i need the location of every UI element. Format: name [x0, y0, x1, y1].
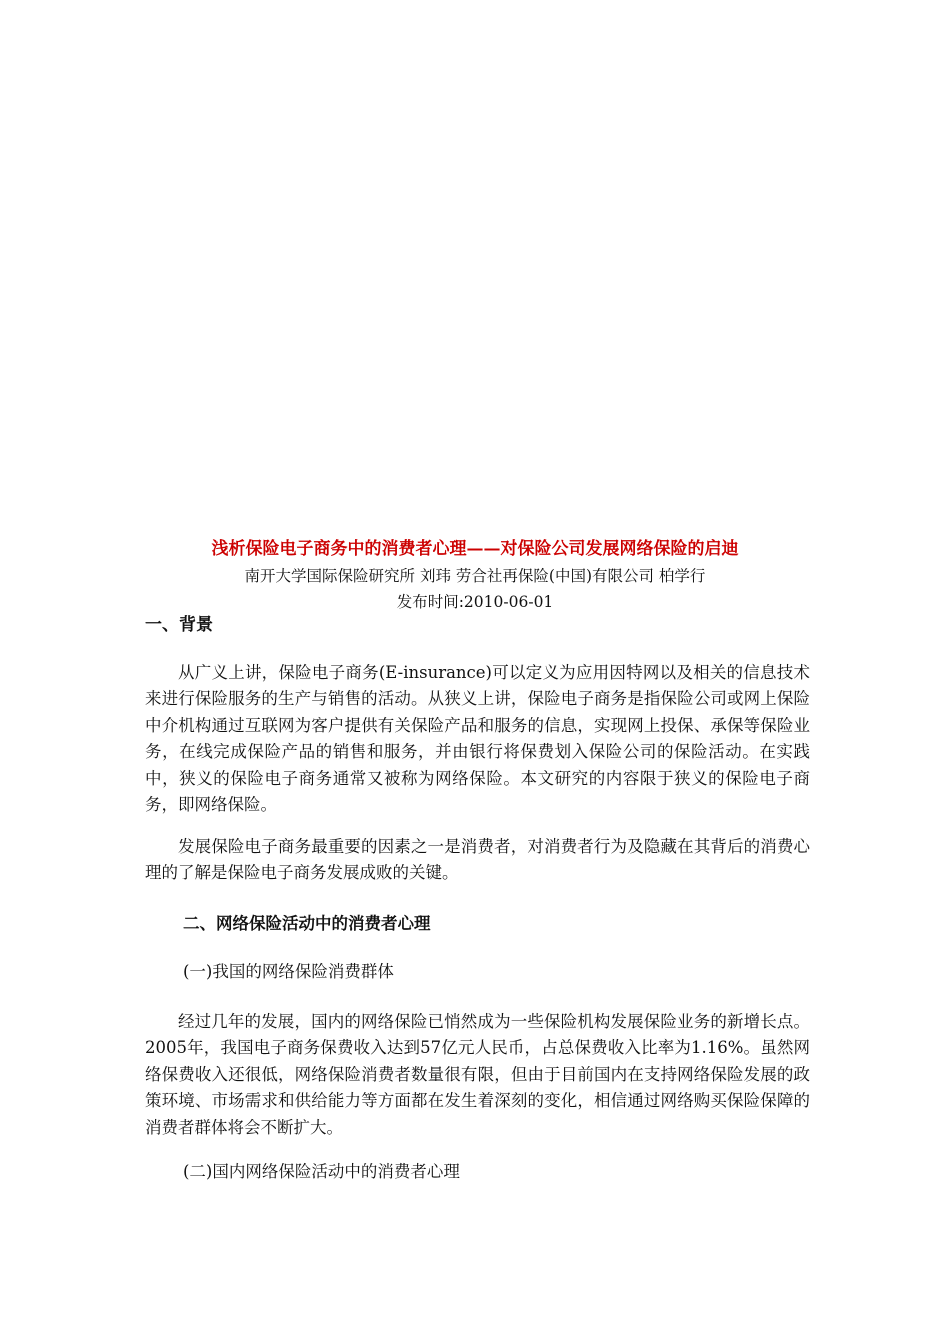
publish-date-value: 2010-06-01	[463, 593, 554, 611]
paragraph-consumer-importance: 发展保险电子商务最重要的因素之一是消费者，对消费者行为及隐藏在其背后的消费心理的了解是保险电子商务发展成败的关键。	[145, 837, 810, 883]
article-byline: 南开大学国际保险研究所 刘玮 劳合社再保险(中国)有限公司 柏学行	[244, 567, 706, 585]
paragraph-market-growth: 经过几年的发展，国内的网络保险已悄然成为一些保险机构发展保险业务的新增长点。2005年，我国电子商务保费收入达到57亿元人民币，占总保费收入比率为1.16%。虽然网络保费收入还很低，网络保险消费者数量很有限，但由于目前国内在支持网络保险发展的政策环境、市场需求和供给能力等方面都在发生着深刻的变化，相信通过网络购买保险保障的消费者群体将会不断扩大。	[145, 1012, 810, 1137]
paragraph-definition: 从广义上讲，保险电子商务(E-insurance)可以定义为应用因特网以及相关的信息技术来进行保险服务的生产与销售的活动。从狭义上讲，保险电子商务是指保险公司或网上保险中介机构通过互联网为客户提供有关保险产品和服务的信息，实现网上投保、承保等保险业务，在线完成保险产品的销售和服务，并由银行将保费划入保险公司的保险活动。在实践中，狭义的保险电子商务通常又被称为网络保险。本文研究的内容限于狭义的保险电子商务，即网络保险。	[145, 663, 810, 815]
article-title: 浅析保险电子商务中的消费者心理——对保险公司发展网络保险的启迪	[211, 539, 739, 559]
section-heading-background: 一、背景	[145, 615, 213, 635]
subsection-heading-domestic-psychology: (二)国内网络保险活动中的消费者心理	[183, 1162, 460, 1181]
section-heading-consumer-psychology: 二、网络保险活动中的消费者心理	[183, 914, 431, 933]
subsection-heading-consumer-groups: (一)我国的网络保险消费群体	[183, 962, 394, 981]
publish-date	[0, 590, 950, 614]
publish-date-label: 发布时间:	[396, 593, 464, 611]
